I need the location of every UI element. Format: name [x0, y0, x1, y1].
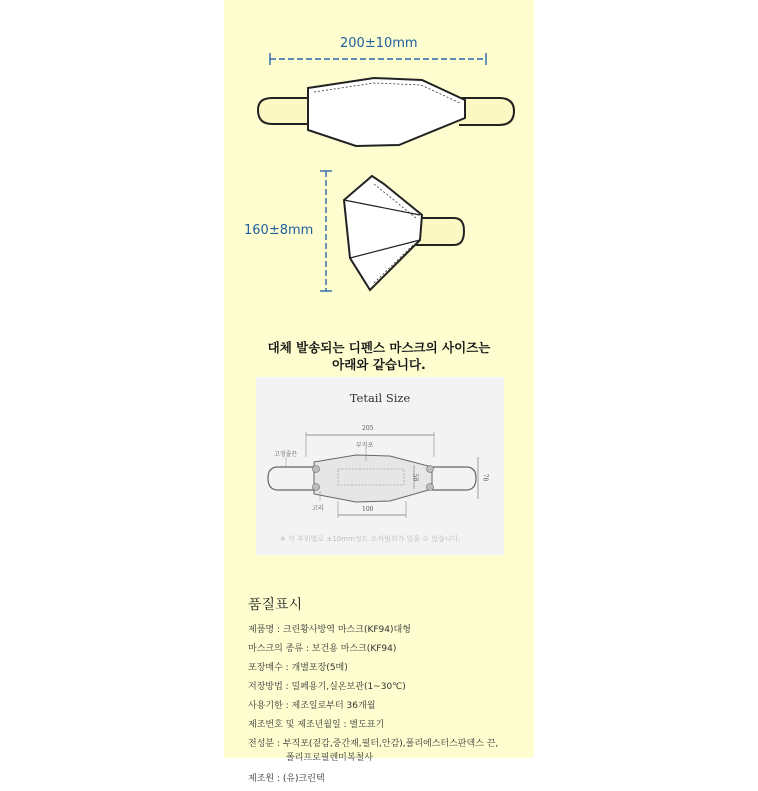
tetail-drawing — [256, 377, 504, 555]
width-dimension-line — [270, 53, 486, 65]
product-detail-panel — [224, 0, 534, 784]
height-dimension-line — [320, 171, 332, 291]
mask-front-body — [308, 78, 465, 146]
spec-row-storage: 저장방법 : 밀페용기,실온보관(1~30℃) — [248, 682, 406, 692]
size-notice-line2: 아래와 같습니다. — [332, 357, 426, 372]
quality-label-title: 품질표시 — [248, 597, 303, 613]
side-ear-strap — [416, 218, 464, 245]
tetail-label-strap: 고정줄끈 — [274, 451, 298, 458]
width-dimension-label: 200±10mm — [340, 36, 418, 51]
tetail-size-diagram — [256, 377, 504, 555]
tetail-label-nonwoven: 부직포 — [356, 442, 374, 449]
tetail-tolerance-note: ※ 각 부위별로 ±10mm정도 오차범위가 있을 수 있습니다. — [280, 535, 461, 543]
tetail-inner-width-value: 100 — [362, 506, 374, 513]
mask-side-body — [344, 176, 422, 290]
spec-row-product-name: 제품명 : 크린황사방역 마스크(KF94)대형 — [248, 625, 411, 635]
height-dimension-label: 160±8mm — [244, 223, 314, 238]
spec-row-lot-date: 제조번호 및 제조년월일 : 별도표기 — [248, 720, 385, 730]
tetail-height-value: 78 — [481, 473, 489, 482]
spec-row-expiry: 사용기한 : 제조일로부터 36개월 — [248, 701, 376, 711]
quality-spec-list — [248, 623, 530, 791]
spec-row-mask-type: 마스크의 종류 : 보건용 마스크(KF94) — [248, 644, 397, 654]
size-notice-line1: 대체 발송되는 디펜스 마스크의 사이즈는 — [267, 340, 491, 355]
tetail-inner-height-value: 58 — [411, 473, 419, 482]
tetail-label-loop: 고리 — [312, 505, 324, 512]
spec-row-ingredients: 전성분 : 부직포(겉감,중간재,필터,안감),폴리에스터스판덱스 끈, 폴리프로필렌미복철사 — [248, 739, 499, 763]
right-ear-strap — [459, 98, 514, 125]
tetail-title: Tetail Size — [349, 391, 411, 405]
tetail-width-value: 205 — [362, 425, 374, 432]
spec-row-manufacturer: 제조원 : (유)크린텍 — [248, 774, 325, 784]
spec-row-package-count: 포장매수 : 개별포장(5매) — [248, 663, 348, 673]
left-ear-strap — [258, 98, 309, 124]
